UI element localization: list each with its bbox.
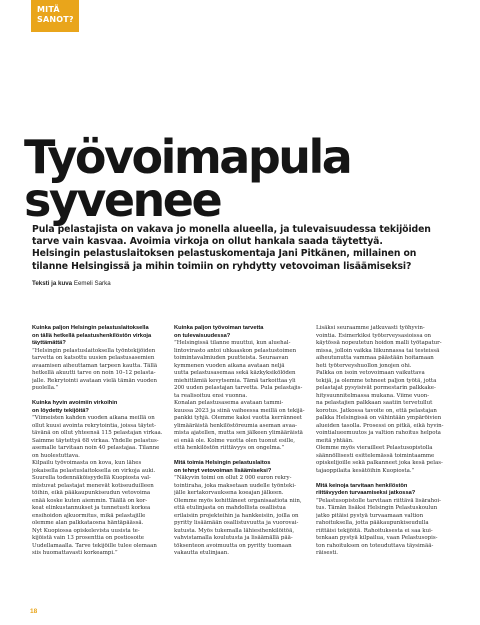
body-line: toimintavalmiuden puutteista. Seuraavan [174, 355, 289, 361]
body-line: enää koske kuten aiemmin. Täällä on kor- [32, 497, 148, 504]
question-line: Mitä keinoja tarvitaan henkilöstön [316, 482, 408, 489]
body-line: vahvistamalla koulutusta ja lisäämällä pää- [174, 535, 293, 541]
body-line: tus. Tämän lisäksi Helsingin Pelastuskoulun [316, 505, 438, 511]
body-line: pyritty lisäämään osallistuvuutta ja vuorovai- [174, 520, 299, 526]
body-line: rahoituksella, jotta pääkaupunkiseudulla [316, 520, 429, 526]
paragraph-gap [174, 453, 310, 461]
text-column-1 [32, 325, 168, 558]
lead-line-4: tilanne Helsingissä ja mihin toimiin on ryhdytty vetovoiman lisäämiseksi? [32, 260, 412, 272]
body-line: käytössä nopeutetun hoidon malli työtapatur- [316, 340, 442, 346]
lead-line-2: tarve vain kasvaa. Avoimia virkoja on ollut hankala saada täytettyä. [32, 236, 383, 248]
body-line: tarvetta on katsottu uusien pelastusasemien [32, 355, 155, 361]
body-line: jälle kertakorvauksena koeajan jälkeen. [174, 490, 284, 496]
body-line: erilaisiin projekteihin ja hankkeisiin, joilla on [174, 512, 299, 519]
body-line: palkka Helsingissä on vähintään ympäröivien [316, 415, 442, 421]
body-line: opiskelijoille sekä palkanneet joka kesä pelas- [316, 460, 443, 466]
lead-line-1: Pula pelastajista on vakava jo monella alueella, ja tulevaisuudessa tekijöiden [32, 224, 431, 235]
body-line: Palkka on isoin vetovoimaan vaikuttava [316, 370, 425, 376]
body-line: korotus. Jatkossa tavoite on, että pelastajan [316, 407, 437, 414]
body-line: vakautta etulinjaan. [174, 550, 229, 556]
body-line: na pelastajien palkkaan saatiin tervetullut [316, 400, 433, 406]
question-line: täyttämättä? [32, 340, 66, 346]
body-line: tenkaan pystyä kilpailua, vaan Pelastusopis- [316, 535, 438, 541]
body-line: töksenteon avoimuutta on pyritty tuomaan [174, 542, 292, 549]
byline-name: Eemeli Sarka [72, 280, 111, 287]
body-line: että henkilöstön riittävyys on ongelma.” [174, 445, 285, 451]
body-line: Uudellamaalla. Tarve tekijöille tulee olemaan [32, 542, 157, 549]
body-line: uutta pelastusasemaa sekä käzkyksikölöden [174, 370, 296, 376]
body-line: että etulinjasta on mahdollista osallistua [174, 505, 286, 511]
body-line: alueiden tasolla. Prosessi on pitkä, eikä hyvin- [316, 422, 444, 429]
body-line: mista ajatellen, mutta sen jälkeen ylimääräistä [174, 430, 303, 436]
body-line: ensihoidon ajkuormitus, mikä pelastajille [32, 512, 146, 519]
question-line: Kuinka paljon Helsingin pelastuslaitoksella [32, 325, 149, 331]
lead-line-3: Helsingin pelastuslaitoksen pelastuskomentaja Jani Pitkänen, millainen on [32, 248, 417, 260]
byline-label: Teksti ja kuva [32, 280, 73, 287]
question-line: on tehnyt vetovoiman lisäämiseksi? [174, 467, 272, 474]
body-line: olemme alan palkkataosna häntäpäässä. [32, 520, 144, 526]
question-line: on tulevaisuudessa? [174, 332, 231, 339]
byline [32, 280, 111, 287]
question-line: Kuinka paljon työvoiman tarvetta [174, 325, 264, 331]
headline-line-1: Työvoimapula [24, 130, 351, 184]
body-line: tävänä on ollut yhteensä 115 pelastajan virkaa. [32, 430, 163, 436]
body-line: keat elinkustannukset ja tunnetusti korkea [32, 505, 151, 511]
question-line: riittävyyden turvaamiseksi jatkossa? [316, 490, 416, 496]
lead-paragraph [32, 224, 442, 273]
body-line: Olemme myös kehittäneet organisaatiota niin, [174, 497, 302, 504]
body-line: jalle. Rekrytointi avataan vielä tämän vuoden [32, 377, 158, 384]
question-line: on löydetty tekijöitä? [32, 407, 89, 414]
body-line: Saimme täytettyä 68 virkaa. Yhdelle pelastus- [32, 437, 159, 444]
body-line: tointiraha, joka maksetaan uudelle työnteki- [174, 482, 296, 489]
body-line: ”Viimeisten kahden vuoden aikana meillä on [32, 415, 155, 421]
body-line: meitä yhtään. [316, 437, 354, 444]
body-line: pankki tyhjä. Olemme kaksi vuotta kerränneet [174, 415, 302, 421]
body-line: Nyt Kuopiossa opiskelevista uusista te- [32, 527, 140, 534]
body-line: hitysuunnitelmassa mukana. Viime vuon- [316, 392, 430, 399]
body-line: säännöllisesti esittelemässä toimintaamme [316, 452, 435, 459]
body-line: töihin, eikä pääkaupunkiseudun vetovoima [32, 490, 151, 496]
body-line: asemalle tarvitaan noin 40 pelastajaa. Tilanne [32, 445, 160, 451]
section-tag-line-1: MITÄ [37, 5, 60, 14]
body-line: vointialueemuutos ja valtion rahoitus helpota [316, 430, 441, 436]
body-line: tekijä, ja olemme tehneet paljon työtä, jotta [316, 377, 437, 384]
body-line: ”Näkyvin toimi on ollut 2 000 euron rekry- [174, 475, 292, 481]
body-line: heti työterveyshuollon jonojen ohi. [316, 362, 412, 369]
body-line: ei enää ole. Kolme vuotta olen tuonut esille, [174, 437, 296, 444]
body-line: puolella.” [32, 385, 59, 391]
paragraph-gap [32, 393, 168, 401]
section-tag [31, 0, 79, 32]
body-line: on huolestuttava. [32, 452, 80, 459]
article-headline [24, 130, 464, 227]
body-line: mistuvat pelastajat menevät kotiseuduilleen [32, 482, 154, 489]
page-number: 18 [30, 608, 38, 615]
body-line: ylimääräistä henkilöstöreumia aseman avaa- [174, 422, 297, 429]
body-line: ”Helsingin pelastuslaitoksella työntekijöiden [32, 347, 156, 354]
body-line: tajaoppilaita kesätöihin Kuopiosta.” [316, 467, 415, 474]
body-line: kijöistä vain 13 prosenttia on postiosoite [32, 535, 145, 541]
body-line: Olemme myös vierailleet Pelastusopistolla [316, 445, 433, 451]
body-line: Konalan pelastusasema avataan tammi- [174, 400, 284, 406]
body-line: kutusta. Myös tukemalla lähiesihenkilöitöä, [174, 527, 295, 534]
body-line: riittäisi tekijöitä. Rahoituksesta ei saa kui- [316, 527, 433, 534]
body-line: hetkellä akuutti tarve on noin 10–12 pelasta- [32, 370, 156, 376]
body-line: ollut kuusi avointa rekrytointia, joissa täytet- [32, 422, 156, 429]
body-line: Kilpailu työvoimasta on kova, kun lähes [32, 460, 142, 466]
body-line: ton rahoituksen on toteuduttava täysimää- [316, 542, 434, 549]
body-line: siis huomattavasti korkeampi.” [32, 550, 118, 556]
question-line: Mitä toimia Helsingin pelastuslaitos [174, 460, 271, 466]
body-line: ”Pelastusopistolle tarvitaan riittävä lisärahoi- [316, 497, 441, 504]
body-line: miehittämiä kevytsemia. Tämä tarkoittaa yli [174, 377, 296, 384]
body-line: avaamisen aiheuttaman tarpeen kautta. Tällä [32, 362, 158, 369]
body-line: jatko pitäisi pystyä turvaamaan valtion [316, 512, 424, 519]
question-line: Kuinka hyvin avoimiin virkoihin [32, 400, 118, 406]
body-line: ”Helsingissä tilanne muuttui, kun aluehal- [174, 340, 291, 346]
section-tag-line-2: SANOT? [37, 14, 74, 24]
body-line: kymmenen vuoden aikana avataan neljä [174, 362, 285, 369]
paragraph-gap [316, 475, 452, 483]
body-line: jokaisella pelastuslaitoksella on virkoja auki. [32, 467, 156, 474]
body-line: lintovirasto antoi uhkaaskon pelastustoimen [174, 347, 297, 354]
body-line: ta realisoituu ensi vuonna. [174, 392, 248, 399]
body-line: missa, jolloin vaikka liikunnassa tai testeissä [316, 347, 440, 354]
text-column-2 [174, 325, 310, 558]
body-line: pelastajat pysyisivät pormestarin palkkake- [316, 385, 436, 391]
body-line: kuussa 2023 ja siinä vaiheessa meillä on tekijä- [174, 407, 305, 414]
body-line: vointia. Esimerkiksi työterveysasioissa on [316, 332, 432, 339]
body-line: 200 uuden pelastajan tarvetta. Pula pelastajis- [174, 385, 303, 391]
text-column-3 [316, 325, 452, 558]
body-line: Lisäksi seuraamme jatkuvasti työhyvin- [316, 325, 425, 331]
headline-line-2: syvenee [24, 173, 221, 227]
question-line: on tällä hetkellä pelastushenkilöstön virkoja [32, 332, 152, 339]
body-line: Suurella todennäköisyydellä Kuopiosta val- [32, 475, 151, 481]
body-line: aiheutunutta vammaa päästään hoitamaan [316, 355, 434, 361]
body-line: räisesti. [316, 550, 339, 556]
